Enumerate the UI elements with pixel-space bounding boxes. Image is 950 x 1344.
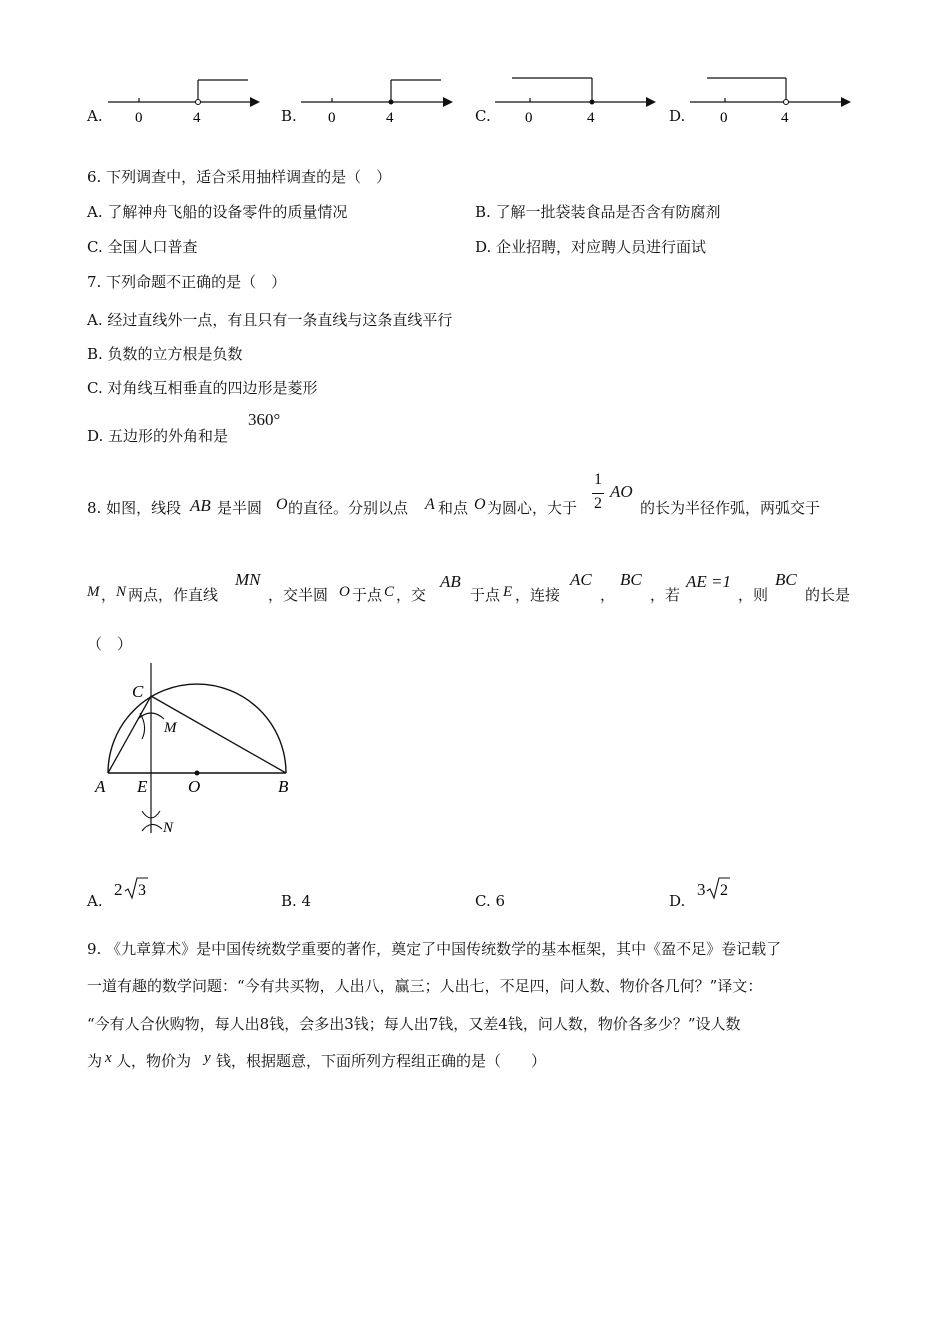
q8-option-d-letter: D. — [669, 892, 686, 910]
q8-var-o-3: O — [339, 584, 350, 600]
q8-text-11: ，交 — [396, 586, 427, 604]
q9-var-y: y — [204, 1050, 211, 1066]
label-e: E — [137, 777, 148, 796]
q8-var-a: A — [425, 496, 435, 513]
q5-b-tick-0: 0 — [328, 110, 336, 126]
q7-option-d: D. 五边形的外角和是 — [87, 427, 229, 445]
q6-option-c: C. 全国人口普查 — [87, 238, 198, 256]
q6-option-d: D. 企业招聘，对应聘人员进行面试 — [475, 238, 707, 256]
q5-d-tick-0: 0 — [720, 110, 728, 126]
label-m: M — [164, 720, 177, 736]
q8-comma-1: ， — [600, 586, 616, 604]
label-n: N — [163, 820, 174, 836]
q6-stem: 6. 下列调查中，适合采用抽样调查的是（ ） — [87, 168, 392, 186]
center-o-dot — [195, 771, 200, 776]
q8-var-o: O — [276, 496, 288, 513]
q5-option-c-letter: C. — [475, 107, 491, 125]
q8-text-6: 的长为半径作弧，两弧交于 — [640, 499, 821, 517]
q8-text-3: 的直径。分别以点 — [288, 499, 409, 517]
q8-option-c: C. 6 — [475, 892, 506, 910]
q8-option-d-radicand: 2 — [720, 882, 728, 899]
q8-var-e: E — [503, 584, 513, 600]
q5-option-a-numberline — [100, 70, 270, 130]
q9-line-4a: 为 — [87, 1052, 103, 1070]
q8-var-mn: MN — [235, 570, 261, 589]
q9-line-4b: 人，物价为 — [116, 1052, 192, 1070]
q8-option-d-coef: 3 — [697, 880, 706, 899]
q8-text-2: 是半圆 — [217, 499, 263, 517]
q8-text-1: 8. 如图，线段 — [87, 499, 182, 517]
q5-d-tick-4: 4 — [781, 110, 789, 126]
q9-line-4c: 钱，根据题意，下面所列方程组正确的是（ ） — [216, 1052, 547, 1070]
q8-var-n: N — [116, 584, 127, 600]
q8-ae-equals-1: AE =1 — [686, 572, 731, 591]
q8-var-bc: BC — [620, 570, 642, 589]
q8-frac-num: 1 — [594, 471, 602, 488]
label-b: B — [278, 777, 289, 796]
q8-option-a-radical — [124, 876, 150, 902]
q8-text-7: ， — [101, 586, 117, 604]
q8-var-m: M — [87, 584, 100, 600]
label-c: C — [132, 682, 144, 701]
q8-option-a-radicand: 3 — [138, 882, 146, 899]
q5-a-tick-4: 4 — [193, 110, 201, 126]
q8-frac-bar — [592, 493, 604, 494]
q8-option-a-coef: 2 — [114, 880, 123, 899]
q5-option-d-numberline — [685, 70, 860, 130]
q8-text-9: ，交半圆 — [268, 586, 329, 604]
label-o: O — [188, 777, 201, 796]
q8-text-10: 于点 — [352, 586, 383, 604]
q8-text-13: ，连接 — [515, 586, 561, 604]
q8-var-ao: AO — [610, 482, 633, 501]
q8-text-14: ，若 — [650, 586, 681, 604]
q8-var-ac: AC — [570, 570, 592, 589]
q7-option-b: B. 负数的立方根是负数 — [87, 345, 243, 363]
q8-var-bc-2: BC — [775, 570, 797, 589]
q8-var-o-2: O — [474, 496, 486, 513]
q9-line-1: 9. 《九章算术》是中国传统数学重要的著作，奠定了中国传统数学的基本框架，其中《盈不足》卷记载了 — [87, 940, 782, 958]
q8-option-a-letter: A. — [87, 892, 103, 910]
q8-figure — [80, 655, 310, 845]
q5-option-d-letter: D. — [669, 107, 686, 125]
q8-text-4: 和点 — [438, 499, 469, 517]
q8-text-15: ，则 — [738, 586, 769, 604]
q9-var-x: x — [105, 1050, 112, 1066]
q5-a-tick-0: 0 — [135, 110, 143, 126]
q7-stem: 7. 下列命题不正确的是（ ） — [87, 273, 287, 291]
q8-option-b: B. 4 — [281, 892, 312, 910]
q5-c-tick-4: 4 — [587, 110, 595, 126]
q7-option-d-math: 360° — [248, 410, 281, 429]
q8-var-ab: AB — [190, 496, 211, 515]
q5-option-c-numberline — [490, 70, 665, 130]
q9-line-3: “今有人合伙购物，每人出8钱，会多出3钱；每人出7钱，又差4钱，问人数，物价各多少？”设人数 — [87, 1015, 741, 1033]
q8-text-12: 于点 — [470, 586, 501, 604]
q8-option-d-radical — [706, 876, 732, 902]
q5-option-b-letter: B. — [281, 107, 297, 125]
q8-text-8: 两点，作直线 — [128, 586, 219, 604]
q9-line-2: 一道有趣的数学问题：“今有共买物，人出八，赢三；人出七，不足四，问人数、物价各几何？”译文： — [87, 977, 763, 995]
q8-frac-den: 2 — [594, 495, 602, 512]
label-a: A — [95, 777, 106, 796]
q5-option-b-numberline — [295, 70, 465, 130]
q7-option-a: A. 经过直线外一点，有且只有一条直线与这条直线平行 — [87, 311, 453, 329]
q7-option-c: C. 对角线互相垂直的四边形是菱形 — [87, 379, 318, 397]
q8-text-5: 为圆心，大于 — [487, 499, 578, 517]
segment-ac — [108, 696, 151, 773]
q5-b-tick-4: 4 — [386, 110, 394, 126]
q8-var-c: C — [384, 584, 395, 600]
q5-c-tick-0: 0 — [525, 110, 533, 126]
q8-paren: （ ） — [87, 635, 133, 653]
q6-option-a: A. 了解神舟飞船的设备零件的质量情况 — [87, 203, 348, 221]
q6-option-b: B. 了解一批袋装食品是否含有防腐剂 — [475, 203, 721, 221]
q8-text-16: 的长是 — [805, 586, 851, 604]
q8-var-ab-2: AB — [440, 572, 461, 591]
q5-option-a-letter: A. — [87, 107, 103, 125]
